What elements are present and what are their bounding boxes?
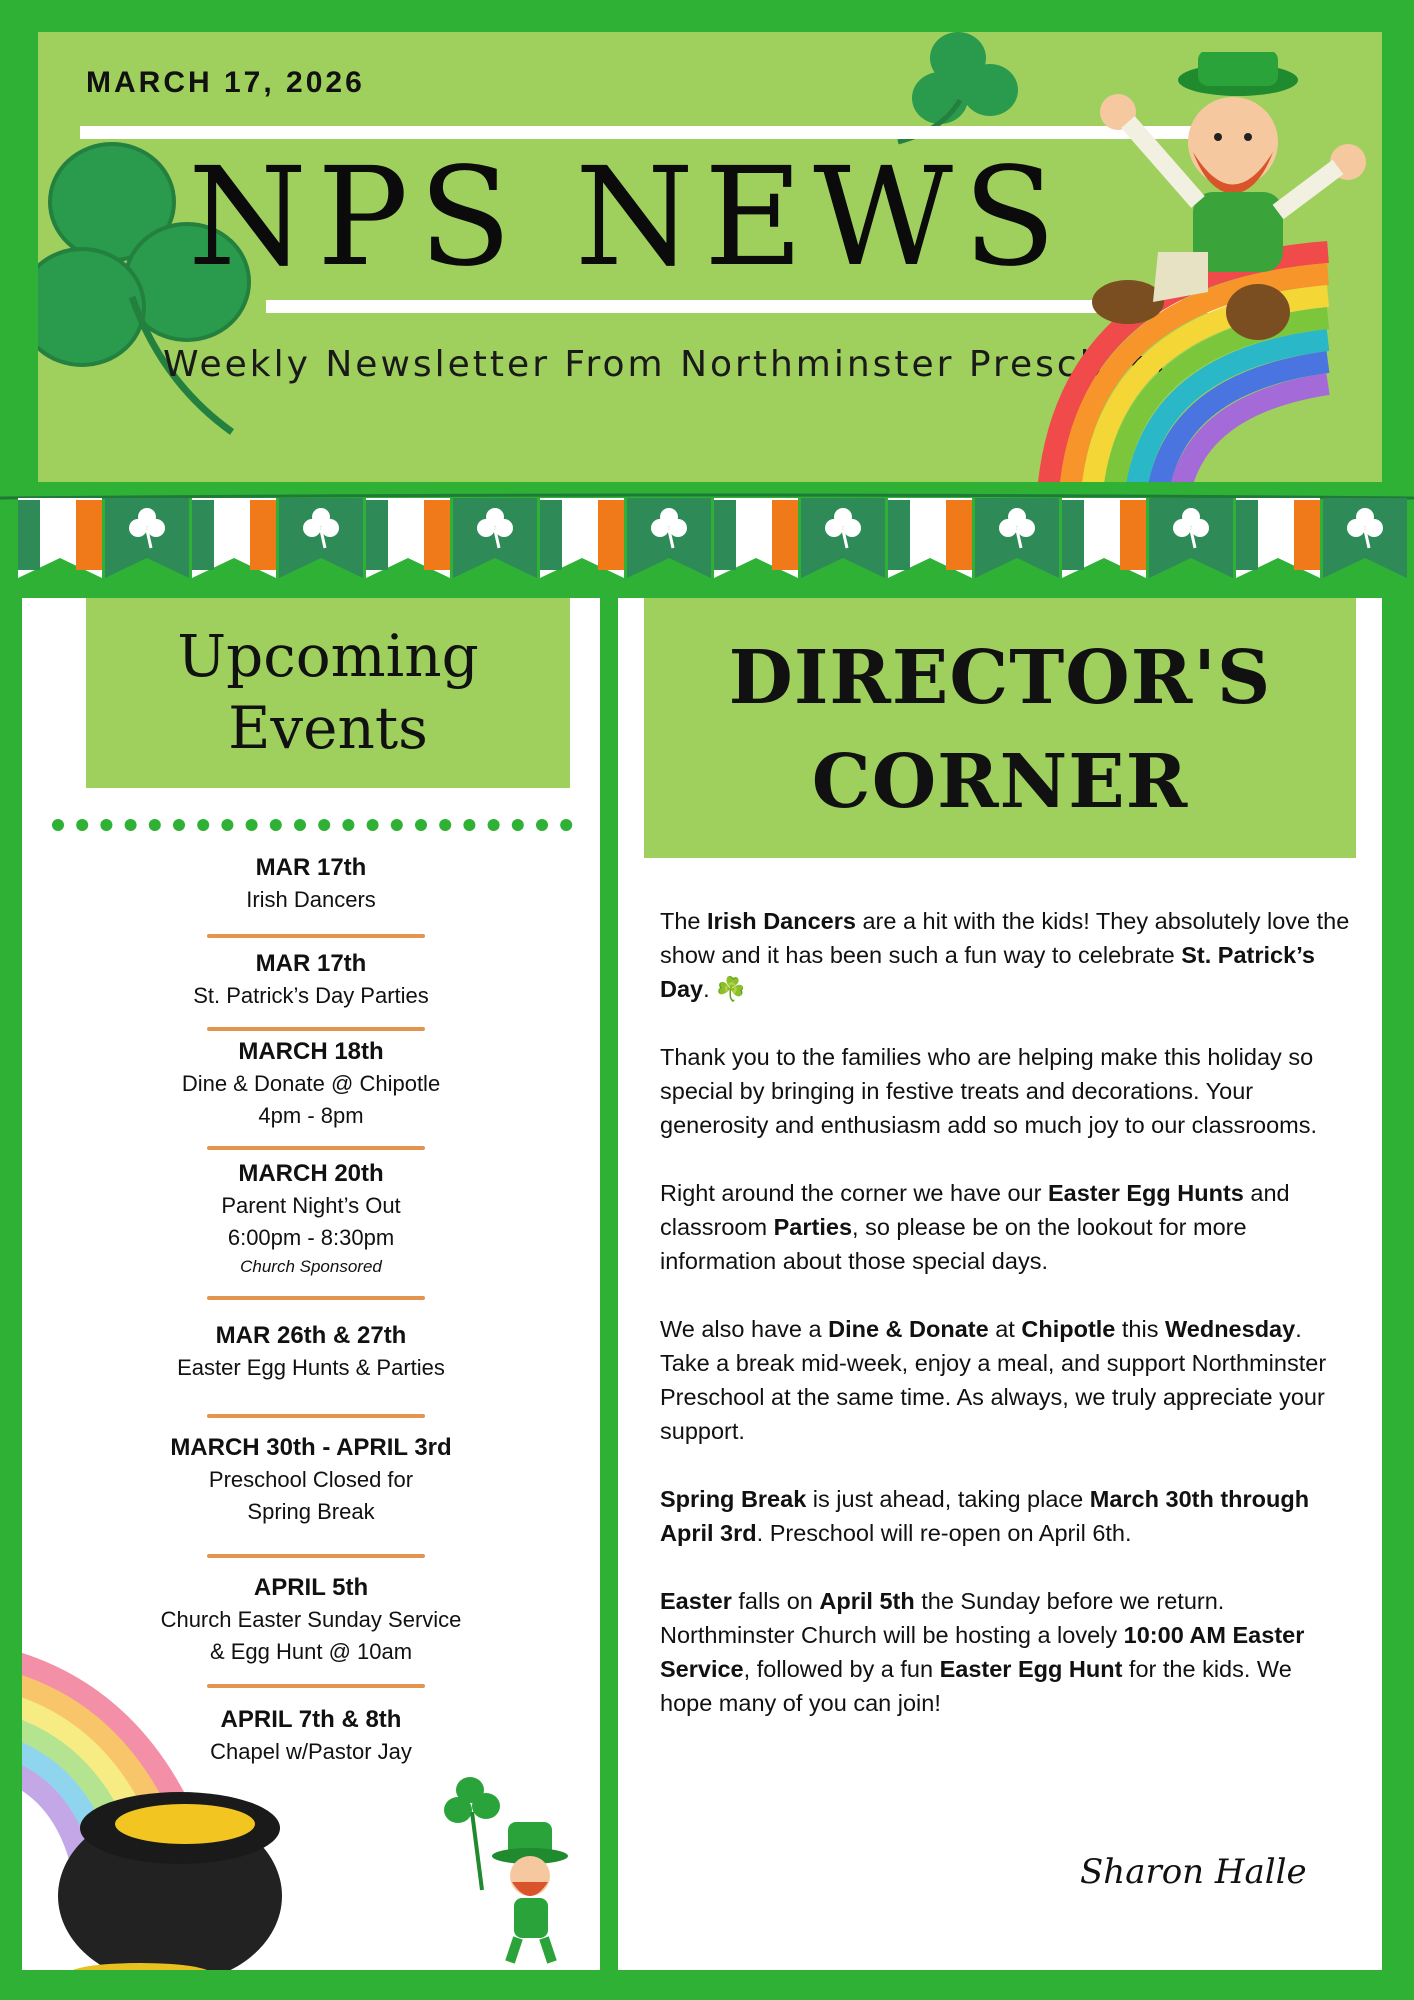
leprechaun-icon	[1058, 52, 1378, 352]
letter-paragraph: Easter falls on April 5th the Sunday before we return. Northminster Church will be hosting a lovely 10:00 AM Easter Service, followed by a fun Easter Egg Hunt for the kids. We hope many of you can join!	[660, 1588, 1305, 1716]
event-date: MAR 26th & 27th	[215, 1322, 407, 1349]
event-line: Preschool Closed for	[208, 1467, 414, 1492]
dotted-divider	[50, 817, 580, 833]
events-heading-line2: Events	[228, 694, 428, 762]
leprechaun-icon	[440, 1770, 580, 1970]
divider-dot	[488, 819, 500, 831]
event-date: MAR 17th	[255, 950, 367, 977]
bunting-stripe	[192, 500, 214, 570]
upcoming-events-column	[22, 598, 600, 1970]
bunting-stripe	[1120, 500, 1146, 570]
bunting-stripe	[772, 500, 798, 570]
bunting-stripe	[888, 500, 910, 570]
bunting-stripe	[598, 500, 624, 570]
divider-dot	[463, 819, 475, 831]
divider-dot	[560, 819, 572, 831]
divider-dot	[76, 819, 88, 831]
event-line: & Egg Hunt @ 10am	[209, 1639, 413, 1664]
bunting-stripe	[366, 500, 388, 570]
divider-dot	[415, 819, 427, 831]
divider-dot	[270, 819, 282, 831]
director-heading-line1: DIRECTOR'S	[728, 635, 1272, 721]
event-line: Church Easter Sunday Service	[160, 1607, 462, 1632]
event-separator	[207, 1414, 425, 1418]
events-heading	[86, 598, 570, 788]
divider-dot	[221, 819, 233, 831]
bunting-banner	[0, 490, 1414, 586]
event-line: St. Patrick’s Day Parties	[193, 983, 429, 1008]
divider-dot	[536, 819, 548, 831]
event-separator	[207, 1554, 425, 1558]
letter-paragraph: Right around the corner we have our Easter Egg Hunts and classroom Parties, so please be on the lookout for more information about those special days.	[660, 1180, 1290, 1274]
divider-dot	[246, 819, 258, 831]
bunting-stripe	[424, 500, 450, 570]
letter-paragraph: Spring Break is just ahead, taking place March 30th through April 3rd. Preschool will re-open on April 6th.	[660, 1486, 1310, 1546]
letter-paragraph: Thank you to the families who are helping make this holiday so special by bringing in festive treats and decorations. Your generosity and enthusiasm add so much joy to our classrooms.	[660, 1044, 1318, 1138]
event-line: Irish Dancers	[246, 887, 376, 912]
letter-paragraph: We also have a Dine & Donate at Chipotle this Wednesday. Take a break mid-week, enjoy a meal, and support Northminster Preschool at the same time. As always, we truly appreciate your support.	[660, 1316, 1327, 1444]
director-letter	[660, 904, 1350, 1754]
event-note: Church Sponsored	[240, 1257, 382, 1276]
divider-dot	[367, 819, 379, 831]
event-line: Easter Egg Hunts & Parties	[177, 1355, 445, 1380]
divider-dot	[439, 819, 451, 831]
divider-dot	[197, 819, 209, 831]
director-heading-line2: CORNER	[811, 739, 1189, 825]
divider-dot	[52, 819, 64, 831]
event-item	[22, 1158, 600, 1280]
event-separator	[207, 1027, 425, 1031]
event-date: MARCH 20th	[238, 1160, 384, 1187]
letter-paragraph: The Irish Dancers are a hit with the kids! They absolutely love the show and it has been such a fun way to celebrate St. Patrick’s Day. ☘️	[660, 908, 1350, 1002]
event-item	[22, 1036, 600, 1132]
newsletter-title: NPS NEWS	[188, 139, 1067, 297]
bunting-stripe	[540, 500, 562, 570]
event-date: APRIL 7th & 8th	[220, 1706, 402, 1733]
event-line: 6:00pm - 8:30pm	[227, 1225, 395, 1250]
divider-dot	[100, 819, 112, 831]
event-date: MARCH 30th - APRIL 3rd	[170, 1434, 452, 1461]
event-item	[22, 1320, 600, 1384]
bunting-stripe	[946, 500, 972, 570]
directors-corner-column	[618, 598, 1382, 1970]
divider-dot	[149, 819, 161, 831]
event-date: MARCH 18th	[238, 1038, 384, 1065]
bunting-stripe	[714, 500, 736, 570]
events-heading-line1: Upcoming	[177, 622, 479, 690]
divider-dot	[391, 819, 403, 831]
divider-dot	[342, 819, 354, 831]
divider-dot	[318, 819, 330, 831]
director-signature: Sharon Halle	[1080, 1852, 1307, 1892]
bunting-stripe	[18, 500, 40, 570]
event-separator	[207, 1296, 425, 1300]
divider-dot	[173, 819, 185, 831]
header-banner	[38, 32, 1382, 482]
bunting-stripe	[76, 500, 102, 570]
newsletter-subtitle: Weekly Newsletter From Northminster Preschool	[163, 344, 1169, 385]
bunting-stripe	[1294, 500, 1320, 570]
bunting-stripe	[1236, 500, 1258, 570]
event-date: APRIL 5th	[253, 1574, 369, 1601]
event-date: MAR 17th	[255, 854, 367, 881]
divider-dot	[294, 819, 306, 831]
director-heading	[644, 598, 1356, 858]
event-line: Chapel w/Pastor Jay	[210, 1739, 412, 1764]
event-item	[22, 948, 600, 1012]
event-item	[22, 852, 600, 916]
bunting-stripe	[250, 500, 276, 570]
event-separator	[207, 1146, 425, 1150]
event-line: Spring Break	[247, 1499, 375, 1524]
divider-dot	[512, 819, 524, 831]
event-separator	[207, 934, 425, 938]
event-line: 4pm - 8pm	[258, 1103, 364, 1128]
pot-of-gold-icon	[22, 1628, 300, 1970]
event-line: Dine & Donate @ Chipotle	[181, 1071, 441, 1096]
divider-dot	[125, 819, 137, 831]
bunting-stripe	[1062, 500, 1084, 570]
event-line: Parent Night’s Out	[221, 1193, 401, 1218]
issue-date: MARCH 17, 2026	[86, 66, 365, 99]
event-item	[22, 1432, 600, 1528]
